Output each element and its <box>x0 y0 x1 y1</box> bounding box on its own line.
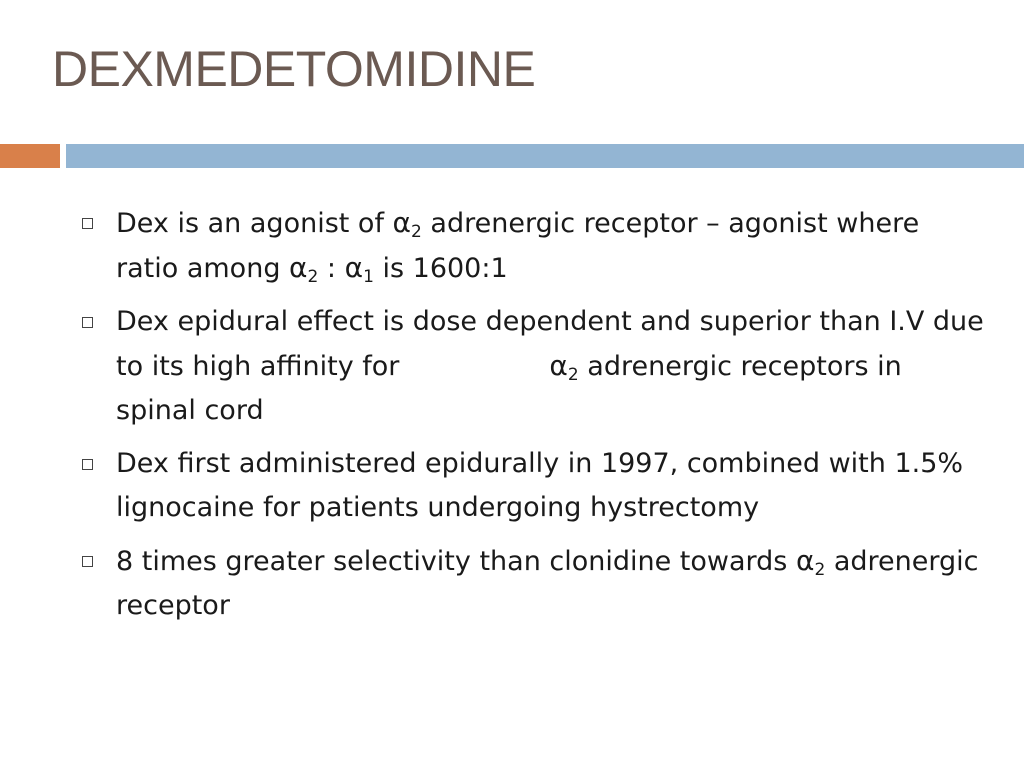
bullet-item <box>80 442 990 530</box>
bullet-text: Dex is an agonist of <box>116 208 393 239</box>
subscript: 2 <box>411 222 422 242</box>
bullet-text: adrenergic receptors in spinal cord <box>116 351 902 426</box>
bullet-text: adrenergic receptor – agonist where ratio among <box>116 208 920 284</box>
square-bullet-icon <box>82 317 93 328</box>
alpha-symbol: α <box>289 251 308 284</box>
alpha-symbol: α <box>795 544 815 577</box>
accent-bar-blue <box>66 144 1024 168</box>
subscript: 1 <box>363 267 374 287</box>
bullet-text: Dex epidural effect is dose dependent and superior than I.V due to its high affinity for <box>116 306 984 382</box>
subscript: 2 <box>814 560 826 580</box>
alpha-symbol: α <box>344 251 364 284</box>
bullet-text: adrenergic receptor <box>116 546 979 621</box>
square-bullet-icon <box>82 556 93 567</box>
bullet-text: Dex first administered epidurally in 1997, combined with 1.5% lignocaine for patients undergoing hystrectomy <box>116 448 964 523</box>
bullet-text: is 1600:1 <box>373 253 508 284</box>
slide-title: DEXMEDETOMIDINE <box>52 41 536 97</box>
alpha-symbol: α <box>549 349 568 382</box>
bullet-text: : <box>318 253 345 284</box>
bullet-list <box>80 201 990 637</box>
square-bullet-icon <box>82 459 93 470</box>
bullet-text: 8 times greater selectivity than clonidine towards <box>116 546 796 577</box>
bullet-item <box>80 539 990 628</box>
subscript: 2 <box>567 365 579 385</box>
square-bullet-icon <box>82 218 93 229</box>
accent-bar-orange <box>0 144 60 168</box>
alpha-symbol: α <box>392 206 412 239</box>
bullet-item <box>80 300 990 433</box>
bullet-item <box>80 201 990 291</box>
subscript: 2 <box>307 267 319 287</box>
